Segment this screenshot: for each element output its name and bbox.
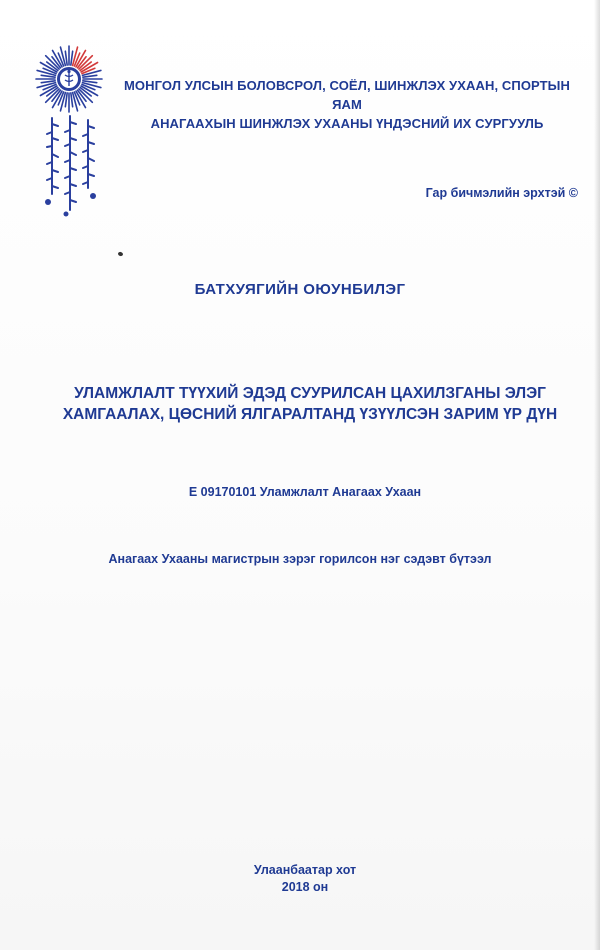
place-and-year [0, 862, 600, 896]
logo-ray [41, 75, 55, 77]
logo-ray [65, 51, 67, 65]
city-name: Улаанбаатар хот [253, 863, 357, 877]
logo-ray [83, 81, 97, 83]
logo-ray [71, 93, 73, 107]
university-name: АНАГААХЫН ШИНЖЛЭХ УХААНЫ ҮНДЭСНИЙ ИХ СУРГУУЛЬ [150, 116, 544, 131]
specialty-code: E 09170101 Уламжлалт Анагаах Ухаан [188, 485, 422, 499]
logo-ray [65, 93, 67, 107]
logo-ray [83, 75, 97, 77]
logo-ray [41, 81, 55, 83]
thesis-title-line-1: УЛАМЖЛАЛТ ТҮҮХИЙ ЭДЭД СУУРИЛСАН ЦАХИЛЗГАНЫ ЭЛЭГ [74, 385, 546, 402]
author-name: БАТХУЯГИЙН ОЮУНБИЛЭГ [194, 281, 406, 298]
manuscript-rights-note: Гар бичмэлийн эрхтэй © [425, 186, 578, 200]
ministry-name: МОНГОЛ УЛСЫН БОЛОВСРОЛ, СОЁЛ, ШИНЖЛЭХ УХААН, СПОРТЫН ЯАМ [124, 78, 570, 112]
publication-year: 2018 он [281, 880, 329, 894]
thesis-title-line-2: ХАМГААЛАХ, ЦӨСНИЙ ЯЛГАРАЛТАНД ҮЗҮҮЛСЭН ЗАРИМ ҮР ДҮН [62, 406, 558, 423]
degree-statement: Анагаах Ухааны магистрын зэрэг горилсон нэг сэдэвт бүтээл [108, 552, 492, 566]
thesis-title [40, 383, 580, 425]
university-logo-icon [34, 44, 104, 114]
mongolian-script-emblem [38, 114, 108, 220]
institution-header [112, 76, 582, 133]
page-edge-shadow [594, 0, 600, 950]
logo-ray [71, 51, 73, 65]
